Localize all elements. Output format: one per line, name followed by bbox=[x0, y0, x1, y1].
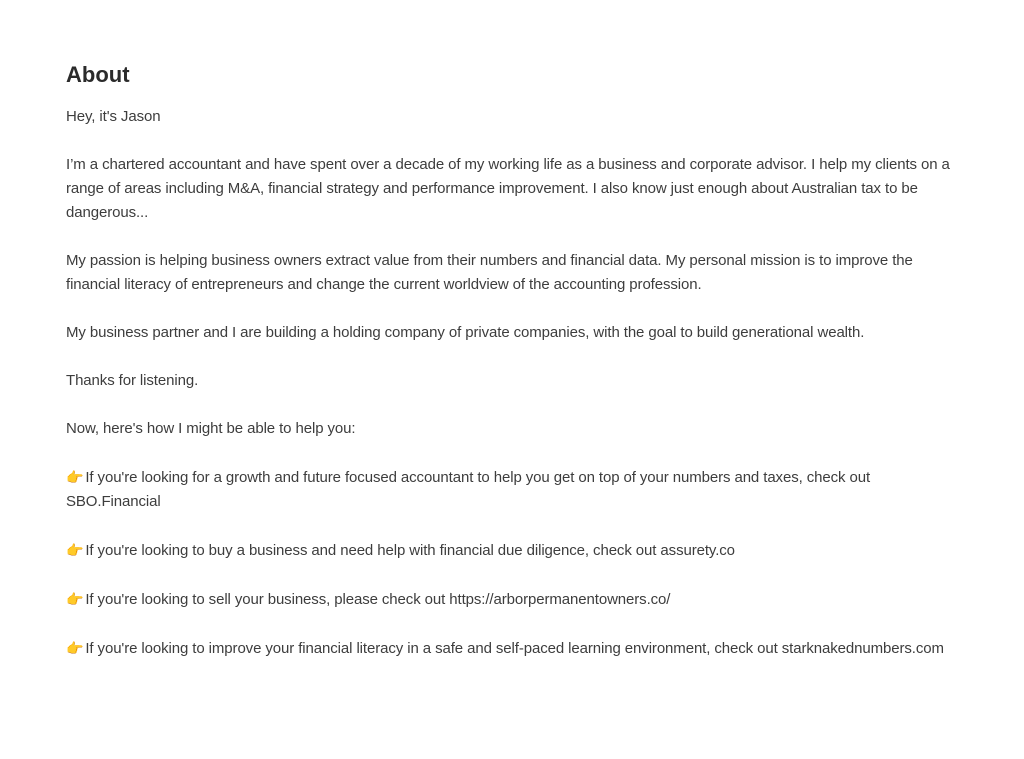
pointing-hand-icon: 👉 bbox=[66, 542, 84, 558]
offer-text: If you're looking to sell your business, please check out https://arborpermanentowners.co/ bbox=[85, 591, 671, 608]
offer-text: If you're looking to improve your financial literacy in a safe and self-paced learning environment, check out starknakednumbers.com bbox=[85, 640, 944, 657]
offer-accounting bbox=[66, 465, 966, 514]
about-section bbox=[66, 60, 966, 661]
section-title: About bbox=[66, 62, 130, 87]
passion-paragraph: My passion is helping business owners extract value from their numbers and financial data. My personal mission is to improve the financial literacy of entrepreneurs and change the current worldview of the accounting profession. bbox=[66, 252, 913, 293]
offer-text: If you're looking to buy a business and need help with financial due diligence, check out assurety.co bbox=[85, 542, 735, 559]
greeting-text: Hey, it's Jason bbox=[66, 108, 161, 125]
offer-sell-business bbox=[66, 587, 966, 612]
bio-paragraph: I’m a chartered accountant and have spent over a decade of my working life as a business and corporate advisor. I help my clients on a range of areas including M&A, financial strategy and performance improvement. I also know just enough about Australian tax to be dangerous... bbox=[66, 156, 950, 221]
help-intro-text: Now, here's how I might be able to help you: bbox=[66, 420, 356, 437]
offer-financial-literacy bbox=[66, 636, 966, 661]
pointing-hand-icon: 👉 bbox=[66, 640, 84, 656]
pointing-hand-icon: 👉 bbox=[66, 469, 84, 485]
offer-text: If you're looking for a growth and future focused accountant to help you get on top of your numbers and taxes, check out SBO.Financial bbox=[66, 469, 871, 510]
offer-due-diligence bbox=[66, 538, 966, 563]
pointing-hand-icon: 👉 bbox=[66, 591, 84, 607]
about-body bbox=[66, 105, 966, 661]
business-paragraph: My business partner and I are building a holding company of private companies, with the goal to build generational wealth. bbox=[66, 324, 865, 341]
thanks-text: Thanks for listening. bbox=[66, 372, 199, 389]
